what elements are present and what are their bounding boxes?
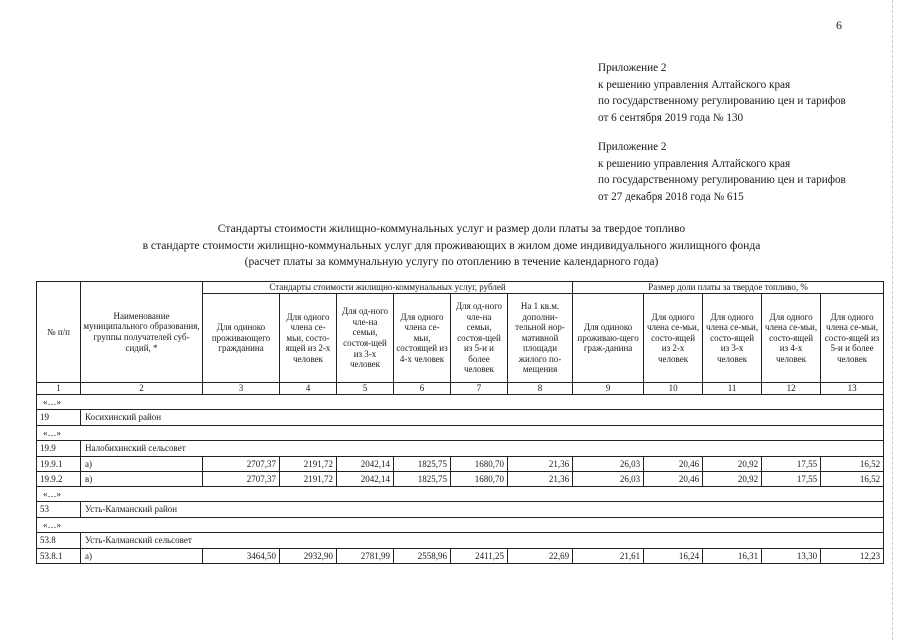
header-group-fuel-share: Размер доли платы за твердое топливо, % [573, 282, 884, 294]
header-subcolumn: Для одного члена се-мьи, состо-ящей из 3-х человек [703, 294, 762, 383]
column-number-cell: 8 [508, 383, 573, 395]
column-number-cell: 7 [451, 383, 508, 395]
column-number-cell: 1 [37, 383, 81, 395]
appendix-note-previous [598, 139, 846, 205]
header-subcolumn: Для одного члена се-мьи, состо-ящей из 2-х человек [644, 294, 703, 383]
value-cell: 17,55 [762, 472, 821, 487]
ellipsis-row [37, 395, 884, 410]
page-number: 6 [836, 18, 842, 32]
header-col-name: Наименование муниципального образования, группы получателей суб-сидий, * [81, 282, 203, 383]
row-name: в) [81, 472, 203, 487]
section-row [37, 533, 884, 549]
row-code: 53.8.1 [37, 549, 81, 564]
row-name: а) [81, 457, 203, 472]
value-cell: 2781,99 [337, 549, 394, 564]
value-cell: 21,36 [508, 472, 573, 487]
value-cell: 2042,14 [337, 472, 394, 487]
row-code: 53.8 [37, 533, 81, 549]
value-cell: 20,92 [703, 457, 762, 472]
value-cell: 2042,14 [337, 457, 394, 472]
row-name: Усть-Калманский сельсовет [81, 533, 884, 549]
appendix-line: от 6 сентября 2019 года № 130 [598, 111, 744, 124]
value-cell: 2191,72 [280, 457, 337, 472]
appendix-line: к решению управления Алтайского края [598, 78, 791, 91]
column-number-cell: 10 [644, 383, 703, 395]
value-cell: 20,46 [644, 457, 703, 472]
document-title [0, 221, 903, 271]
row-code: 19.9.1 [37, 457, 81, 472]
header-subcolumn: Для од-ного чле-на семьи, состоя-щей из 3-х человек [337, 294, 394, 383]
value-cell: 26,03 [573, 457, 644, 472]
header-subcolumn: На 1 кв.м. дополни-тельной нор-мативной площади жилого по-мещения [508, 294, 573, 383]
value-cell: 1680,70 [451, 472, 508, 487]
row-code: 19 [37, 410, 81, 426]
value-cell: 16,52 [821, 457, 884, 472]
value-cell: 2191,72 [280, 472, 337, 487]
ellipsis-row [37, 487, 884, 502]
value-cell: 2707,37 [203, 457, 280, 472]
header-subcolumn: Для одиноко проживающего гражданина [203, 294, 280, 383]
table-row [37, 472, 884, 487]
value-cell: 17,55 [762, 457, 821, 472]
column-number-cell: 2 [81, 383, 203, 395]
column-number-cell: 4 [280, 383, 337, 395]
appendix-line: к решению управления Алтайского края [598, 157, 791, 170]
title-line: (расчет платы за коммунальную услугу по отоплению в течение календарного года) [244, 255, 659, 268]
column-number-cell: 13 [821, 383, 884, 395]
ellipsis-row [37, 426, 884, 441]
value-cell: 3464,50 [203, 549, 280, 564]
header-group-standards: Стандарты стоимости жилищно-коммунальных услуг, рублей [203, 282, 573, 294]
column-number-cell: 12 [762, 383, 821, 395]
value-cell: 22,69 [508, 549, 573, 564]
value-cell: 20,46 [644, 472, 703, 487]
column-number-cell: 5 [337, 383, 394, 395]
value-cell: 16,24 [644, 549, 703, 564]
section-row [37, 441, 884, 457]
section-row [37, 502, 884, 518]
header-col-number: № п/п [37, 282, 81, 383]
value-cell: 2932,90 [280, 549, 337, 564]
value-cell: 13,30 [762, 549, 821, 564]
table-row [37, 549, 884, 564]
value-cell: 16,31 [703, 549, 762, 564]
value-cell: 20,92 [703, 472, 762, 487]
ellipsis-cell: «…» [37, 395, 884, 410]
value-cell: 1680,70 [451, 457, 508, 472]
row-name: а) [81, 549, 203, 564]
appendix-line: по государственному регулированию цен и тарифов [598, 174, 846, 186]
column-number-cell: 9 [573, 383, 644, 395]
section-row [37, 410, 884, 426]
header-subcolumn: Для одного члена се-мьи, состо-ящей из 4-х человек [762, 294, 821, 383]
value-cell: 1825,75 [394, 457, 451, 472]
header-subcolumn: Для одного члена се-мьи, состо-ящей из 2-х человек [280, 294, 337, 383]
header-subcolumn: Для од-ного чле-на семьи, состоя-щей из 5-и и более человек [451, 294, 508, 383]
appendix-line: Приложение 2 [598, 141, 667, 153]
ellipsis-cell: «…» [37, 487, 884, 502]
header-subcolumn: Для одного члена се-мьи, состо-ящей из 5-и и более человек [821, 294, 884, 383]
appendix-line: Приложение 2 [598, 62, 667, 74]
value-cell: 21,36 [508, 457, 573, 472]
header-subcolumn: Для одного члена се-мьи, состоящей из 4-х человек [394, 294, 451, 383]
appendix-note-current [598, 60, 846, 126]
row-name: Усть-Калманский район [81, 502, 884, 518]
value-cell: 16,52 [821, 472, 884, 487]
column-number-cell: 6 [394, 383, 451, 395]
value-cell: 1825,75 [394, 472, 451, 487]
title-line: Стандарты стоимости жилищно-коммунальных услуг и размер доли платы за твердое топливо [217, 222, 686, 235]
ellipsis-cell: «…» [37, 518, 884, 533]
row-name: Косихинский район [81, 410, 884, 426]
title-line: в стандарте стоимости жилищно-коммунальных услуг для проживающих в жилом доме индивидуального жилищного фонда [142, 238, 761, 252]
value-cell: 2707,37 [203, 472, 280, 487]
column-number-cell: 11 [703, 383, 762, 395]
row-code: 19.9 [37, 441, 81, 457]
value-cell: 2411,25 [451, 549, 508, 564]
row-name: Налобихинский сельсовет [81, 441, 884, 457]
table-row [37, 457, 884, 472]
ellipsis-cell: «…» [37, 426, 884, 441]
row-code: 19.9.2 [37, 472, 81, 487]
appendix-line: по государственному регулированию цен и тарифов [598, 95, 846, 107]
value-cell: 26,03 [573, 472, 644, 487]
row-code: 53 [37, 502, 81, 518]
value-cell: 21,61 [573, 549, 644, 564]
column-number-cell: 3 [203, 383, 280, 395]
value-cell: 2558,96 [394, 549, 451, 564]
value-cell: 12,23 [821, 549, 884, 564]
appendix-line: от 27 декабря 2018 года № 615 [598, 190, 744, 203]
header-subcolumn: Для одиноко проживаю-щего граж-данина [573, 294, 644, 383]
scan-edge-line [892, 0, 893, 640]
ellipsis-row [37, 518, 884, 533]
standards-table [36, 281, 884, 564]
